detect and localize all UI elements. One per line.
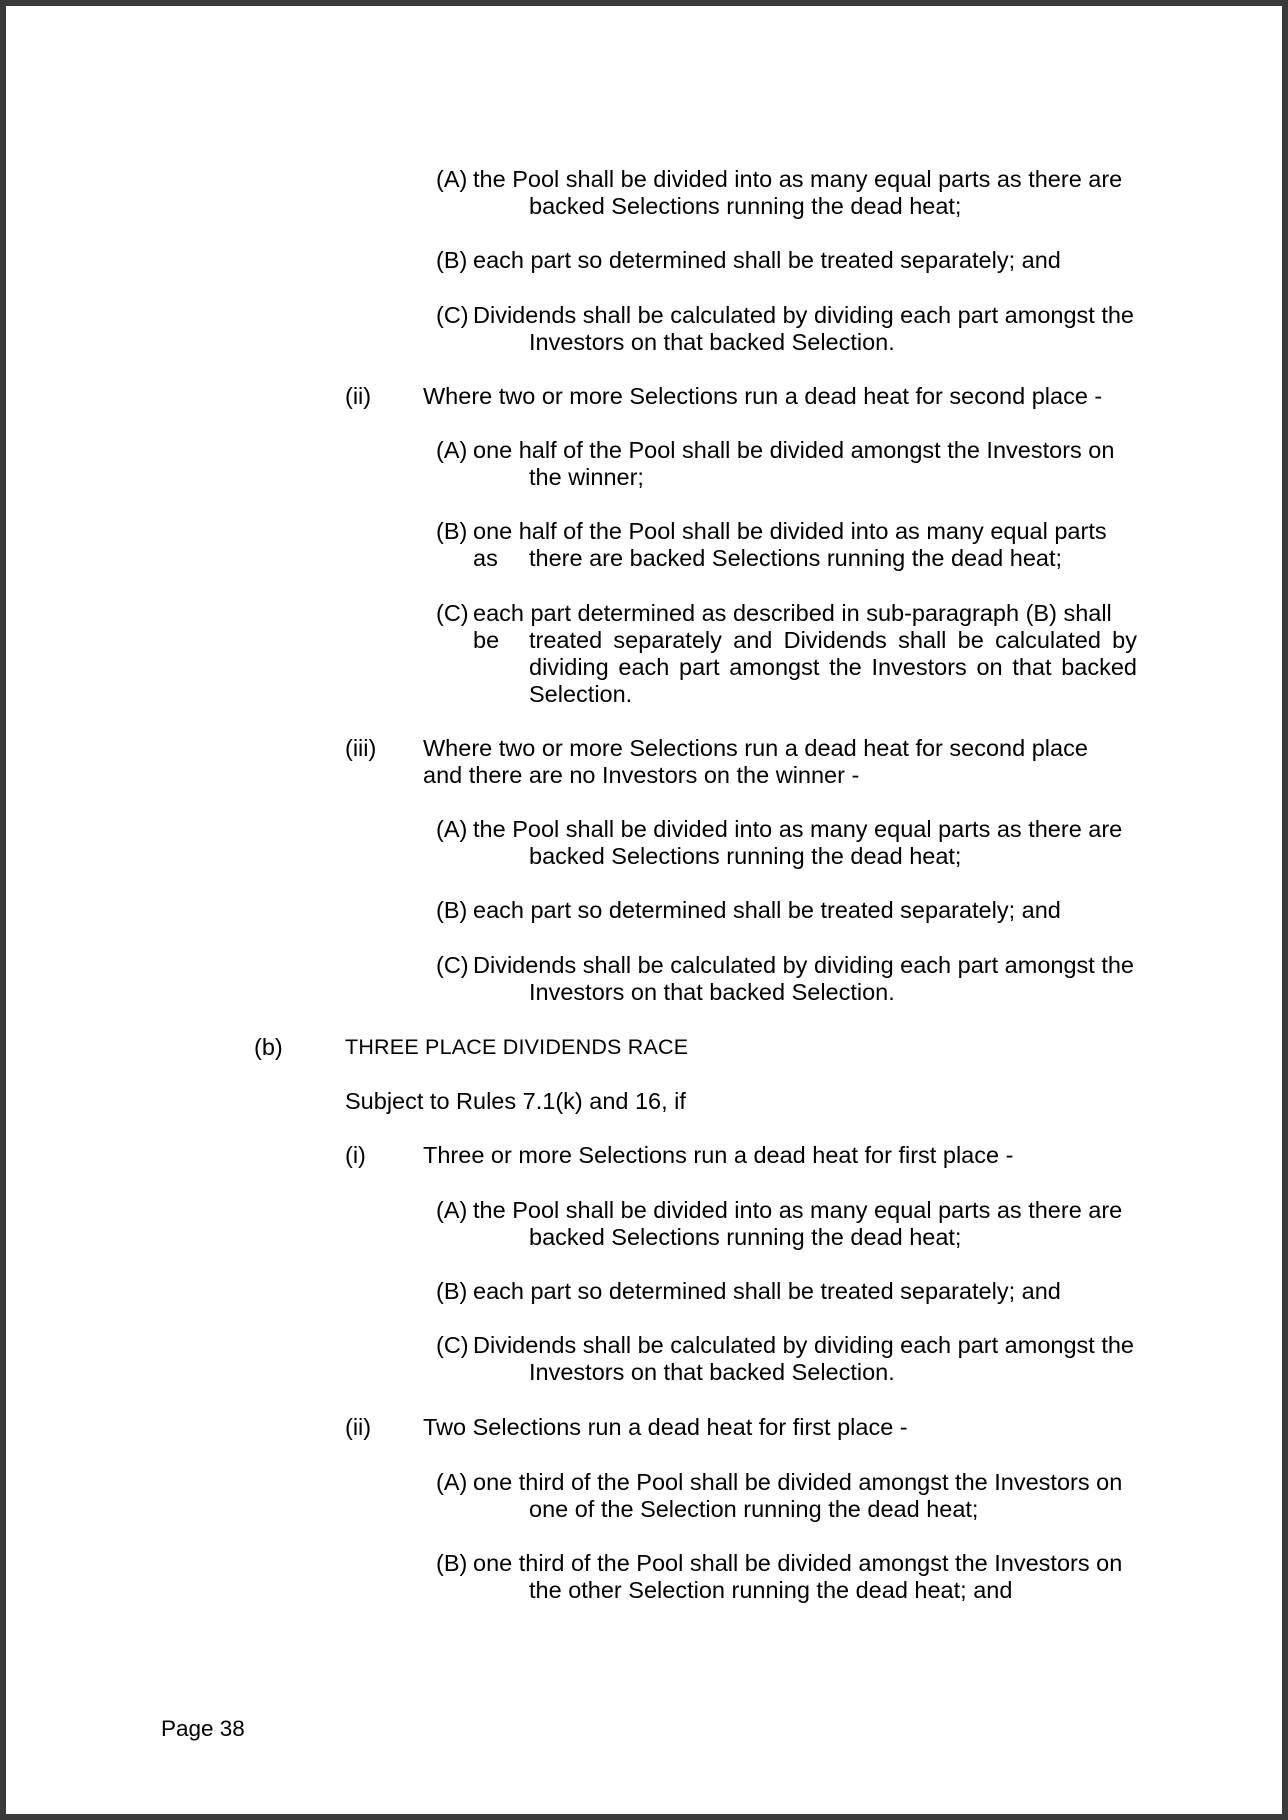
list-item: each part determined as described in sub-paragraph (B) shall be [473, 600, 1112, 653]
item-label: (C) [436, 1332, 469, 1358]
list-item-continuation: Investors on that backed Selection. [529, 1359, 895, 1385]
list-item-continuation: backed Selections running the dead heat; [529, 843, 962, 869]
section-label: (b) [254, 1034, 283, 1060]
list-item: the Pool shall be divided into as many equal parts as there are [473, 166, 1123, 192]
item-label: (A) [436, 166, 468, 192]
clause-label: (ii) [345, 383, 372, 409]
item-label: (B) [436, 1278, 468, 1304]
item-label: (C) [436, 952, 469, 978]
clause-label: (i) [345, 1142, 366, 1168]
page-number: Page 38 [161, 1716, 245, 1741]
item-label: (B) [436, 1550, 468, 1576]
list-item-continuation: there are backed Selections running the dead heat; [529, 545, 1063, 571]
item-label: (A) [436, 1197, 468, 1223]
list-item-continuation: treated separately and Dividends shall be calculated by dividing each part amongst the Investors on that backed Selection. [529, 627, 1137, 707]
clause-text: Where two or more Selections run a dead heat for second place [423, 735, 1088, 761]
item-label: (B) [436, 897, 468, 923]
item-label: (A) [436, 1469, 468, 1495]
item-label: (A) [436, 816, 468, 842]
list-item: each part so determined shall be treated separately; and [473, 897, 1061, 923]
item-label: (C) [436, 600, 469, 626]
list-item-continuation: the other Selection running the dead heat; and [529, 1577, 1013, 1603]
clause-text: Where two or more Selections run a dead heat for second place - [423, 383, 1103, 409]
list-item-continuation: Investors on that backed Selection. [529, 329, 895, 355]
item-label: (C) [436, 302, 469, 328]
list-item: the Pool shall be divided into as many equal parts as there are [473, 816, 1123, 842]
item-label: (A) [436, 437, 468, 463]
clause-label: (iii) [345, 735, 377, 761]
list-item: one half of the Pool shall be divided amongst the Investors on [473, 437, 1115, 463]
list-item: one half of the Pool shall be divided into as many equal parts as [473, 518, 1107, 571]
list-item: Dividends shall be calculated by dividing each part amongst the [473, 1332, 1135, 1358]
list-item: the Pool shall be divided into as many equal parts as there are [473, 1197, 1123, 1223]
list-item: one third of the Pool shall be divided amongst the Investors on [473, 1550, 1123, 1576]
section-intro: Subject to Rules 7.1(k) and 16, if [345, 1088, 686, 1114]
clause-text: Three or more Selections run a dead heat for first place - [423, 1142, 1014, 1168]
list-item: Dividends shall be calculated by dividing each part amongst the [473, 302, 1135, 328]
section-heading: THREE PLACE DIVIDENDS RACE [345, 1035, 689, 1059]
list-item: Dividends shall be calculated by dividing each part amongst the [473, 952, 1135, 978]
list-item: each part so determined shall be treated separately; and [473, 1278, 1061, 1304]
list-item-continuation: backed Selections running the dead heat; [529, 193, 962, 219]
item-label: (B) [436, 518, 468, 544]
list-item: each part so determined shall be treated separately; and [473, 247, 1061, 273]
item-label: (B) [436, 247, 468, 273]
list-item: one third of the Pool shall be divided amongst the Investors on [473, 1469, 1123, 1495]
list-item-continuation: Investors on that backed Selection. [529, 979, 895, 1005]
clause-text-continuation: and there are no Investors on the winner - [423, 762, 860, 788]
list-item-continuation: the winner; [529, 464, 644, 490]
list-item-continuation: one of the Selection running the dead heat; [529, 1496, 979, 1522]
clause-label: (ii) [345, 1414, 372, 1440]
clause-text: Two Selections run a dead heat for first place - [423, 1414, 908, 1440]
list-item-continuation: backed Selections running the dead heat; [529, 1224, 962, 1250]
